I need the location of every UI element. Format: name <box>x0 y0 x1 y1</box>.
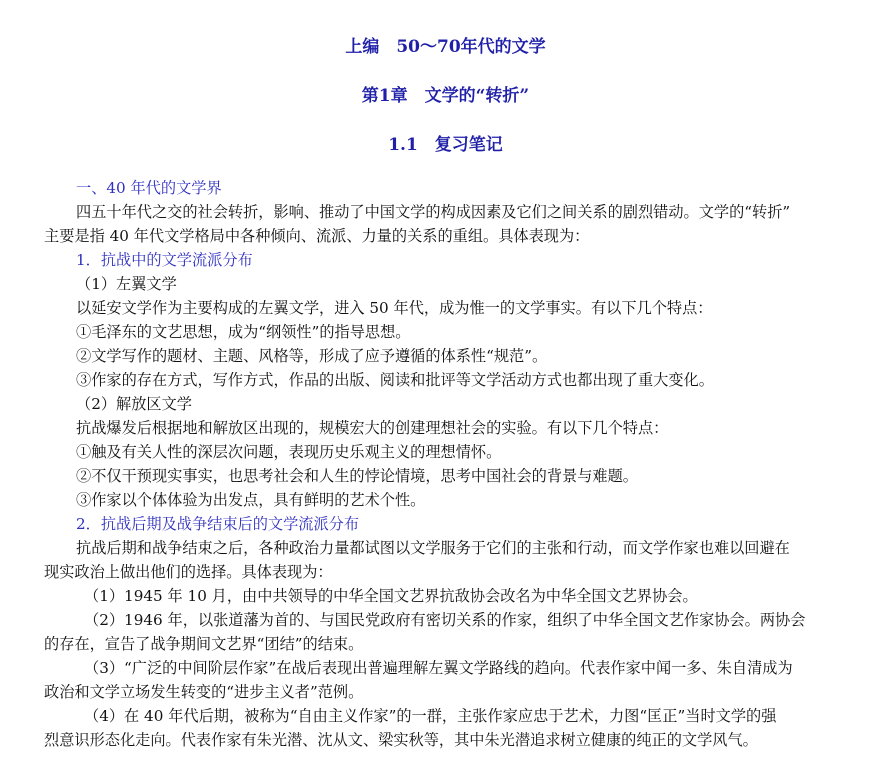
paragraph-line: ③作家的存在方式，写作方式，作品的出版、阅读和批评等文学活动方式也都出现了重大变化。 <box>76 371 714 389</box>
paragraph-line: ②不仅干预现实事实，也思考社会和人生的悖论情境，思考中国社会的背景与难题。 <box>76 467 638 485</box>
paragraph-line: ②文学写作的题材、主题、风格等，形成了应予遵循的体系性“规范”。 <box>76 347 548 365</box>
paragraph-line: （2）解放区文学 <box>76 395 192 413</box>
paragraph-line: 抗战爆发后根据地和解放区出现的，规模宏大的创建理想社会的实验。有以下几个特点： <box>76 419 669 437</box>
paragraph-line: （2）1946 年，以张道藩为首的、与国民党政府有密切关系的作家，组织了中华全国文艺作家协会。两协会 <box>84 611 806 629</box>
part-title: 上编 50～70年代的文学 <box>345 37 546 57</box>
paragraph-line: 烈意识形态化走向。代表作家有朱光潜、沈从文、梁实秋等，其中朱光潜追求树立健康的纯正的文学风气。 <box>44 731 758 749</box>
paragraph-line: ①触及有关人性的深层次问题，表现历史乐观主义的理想情怀。 <box>76 443 502 461</box>
paragraph-line: 主要是指 40 年代文学格局中各种倾向、流派、力量的关系的重组。具体表现为： <box>44 227 590 245</box>
paragraph-line: （1）左翼文学 <box>76 275 177 293</box>
paragraph-line: （3）“广泛的中间阶层作家”在战后表现出普遍理解左翼文学路线的趋向。代表作家中闻一多、朱自清成为 <box>84 659 793 677</box>
paragraph-line: （4）在 40 年代后期，被称为“自由主义作家”的一群，主张作家应忠于艺术，力图“匡正”当时文学的强 <box>84 707 777 725</box>
section-heading-line: 1．抗战中的文学流派分布 <box>76 251 253 269</box>
paragraph-line: （1）1945 年 10 月，由中共领导的中华全国文艺界抗敌协会改名为中华全国文艺界协会。 <box>84 587 698 605</box>
section-heading-line: 2．抗战后期及战争结束后的文学流派分布 <box>76 515 360 533</box>
paragraph-line: 政治和文学立场发生转变的“进步主义者”范例。 <box>44 683 364 701</box>
paragraph-line: 现实政治上做出他们的选择。具体表现为： <box>44 563 333 581</box>
section-title: 1.1 复习笔记 <box>388 135 503 155</box>
section-heading-line: 一、40 年代的文学界 <box>76 179 222 197</box>
paragraph-line: 四五十年代之交的社会转折，影响、推动了中国文学的构成因素及它们之间关系的剧烈错动。文学的“转折” <box>76 203 791 221</box>
document-body <box>44 176 854 752</box>
chapter-title: 第1章 文学的“转折” <box>361 86 530 106</box>
paragraph-line: ③作家以个体体验为出发点，具有鲜明的艺术个性。 <box>76 491 426 509</box>
paragraph-line: 的存在，宣告了战争期间文艺界“团结”的结束。 <box>44 635 364 653</box>
paragraph-line: 抗战后期和战争结束之后，各种政治力量都试图以文学服务于它们的主张和行动，而文学作家也难以回避在 <box>76 539 790 557</box>
paragraph-line: ①毛泽东的文艺思想，成为“纲领性”的指导思想。 <box>76 323 411 341</box>
paragraph-line: 以延安文学作为主要构成的左翼文学，进入 50 年代，成为惟一的文学事实。有以下几个特点： <box>76 299 713 317</box>
